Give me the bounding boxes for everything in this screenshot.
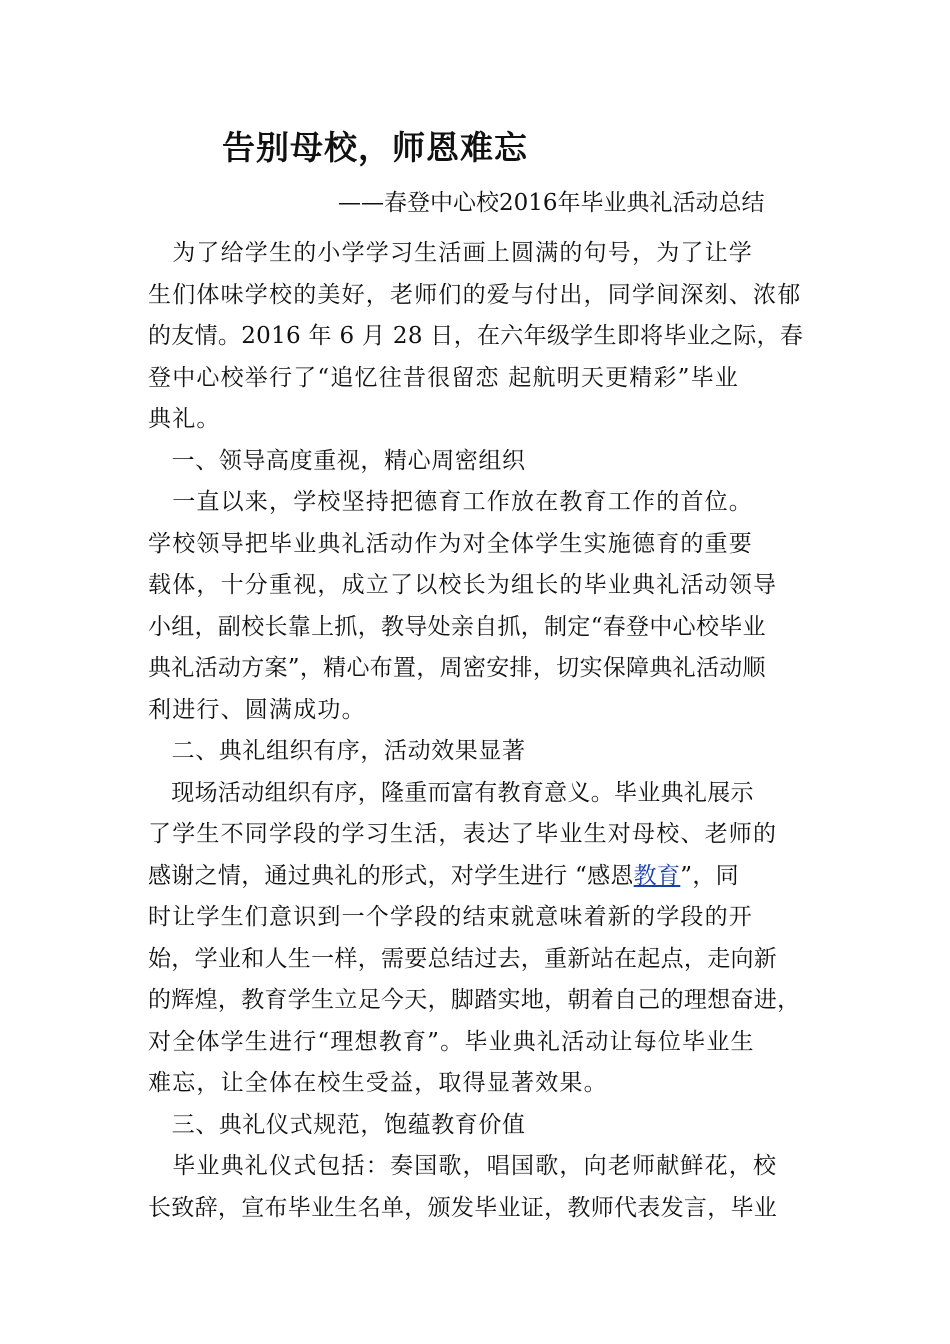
section-heading: 二、典礼组织有序，活动效果显著 <box>148 738 526 764</box>
paragraph-line-with-link <box>148 856 808 898</box>
paragraph-line: 的辉煌，教育学生立足今天，脚踏实地，朝着自己的理想奋进， <box>148 987 801 1013</box>
paragraph-line: 载体，十分重视，成立了以校长为组长的毕业典礼活动领导 <box>148 572 778 598</box>
line-text-before-link: 感谢之情，通过典礼的形式，对学生进行 “感恩 <box>148 862 634 889</box>
paragraph-line: 难忘，让全体在校生受益，取得显著效果。 <box>148 1070 608 1096</box>
paragraph-line: 生们体味学校的美好，老师们的爱与付出，同学间深刻、浓郁 <box>148 281 802 308</box>
paragraph-line: 长致辞，宣布毕业生名单，颁发毕业证，教师代表发言，毕业 <box>148 1194 778 1221</box>
document-subtitle: ——春登中心校2016年毕业典礼活动总结 <box>338 190 765 216</box>
paragraph-line: 现场活动组织有序，隆重而富有教育意义。毕业典礼展示 <box>148 779 754 806</box>
paragraph-line: 一直以来，学校坚持把德育工作放在教育工作的首位。 <box>148 489 753 515</box>
document-title: 告别母校，师恩难忘 <box>222 128 528 167</box>
document-body <box>148 233 808 1229</box>
paragraph-line: 登中心校举行了“追忆往昔很留恋 起航明天更精彩”毕业 <box>148 364 740 391</box>
paragraph-line: 毕业典礼仪式包括：奏国歌，唱国歌，向老师献鲜花，校 <box>148 1153 778 1179</box>
paragraph-line: 始，学业和人生一样，需要总结过去，重新站在起点，走向新 <box>148 945 778 972</box>
paragraph-line: 利进行、圆满成功。 <box>148 696 366 723</box>
section-heading: 一、领导高度重视，精心周密组织 <box>148 447 526 474</box>
paragraph-line: 典礼活动方案”，精心布置，周密安排，切实保障典礼活动顺 <box>148 655 766 681</box>
paragraph-line: 时让学生们意识到一个学段的结束就意味着新的学段的开 <box>148 904 753 930</box>
section-heading: 三、典礼仪式规范，饱蕴教育价值 <box>148 1111 526 1138</box>
line-text-after-link: ”，同 <box>680 862 739 889</box>
paragraph-line: 学校领导把毕业典礼活动作为对全体学生实施德育的重要 <box>148 530 753 557</box>
paragraph-line: 典礼。 <box>148 406 221 432</box>
paragraph-line: 的友情。2016 年 6 月 28 日，在六年级学生即将毕业之际，春 <box>148 323 804 349</box>
paragraph-line: 为了给学生的小学学习生活画上圆满的句号，为了让学 <box>148 240 753 266</box>
paragraph-line: 小组，副校长靠上抓，教导处亲自抓，制定“春登中心校毕业 <box>148 613 766 640</box>
paragraph-line: 了学生不同学段的学习生活，表达了毕业生对母校、老师的 <box>148 821 778 847</box>
education-link[interactable]: 教育 <box>633 862 681 889</box>
paragraph-line: 对全体学生进行“理想教育”。毕业典礼活动让每位毕业生 <box>148 1028 755 1055</box>
